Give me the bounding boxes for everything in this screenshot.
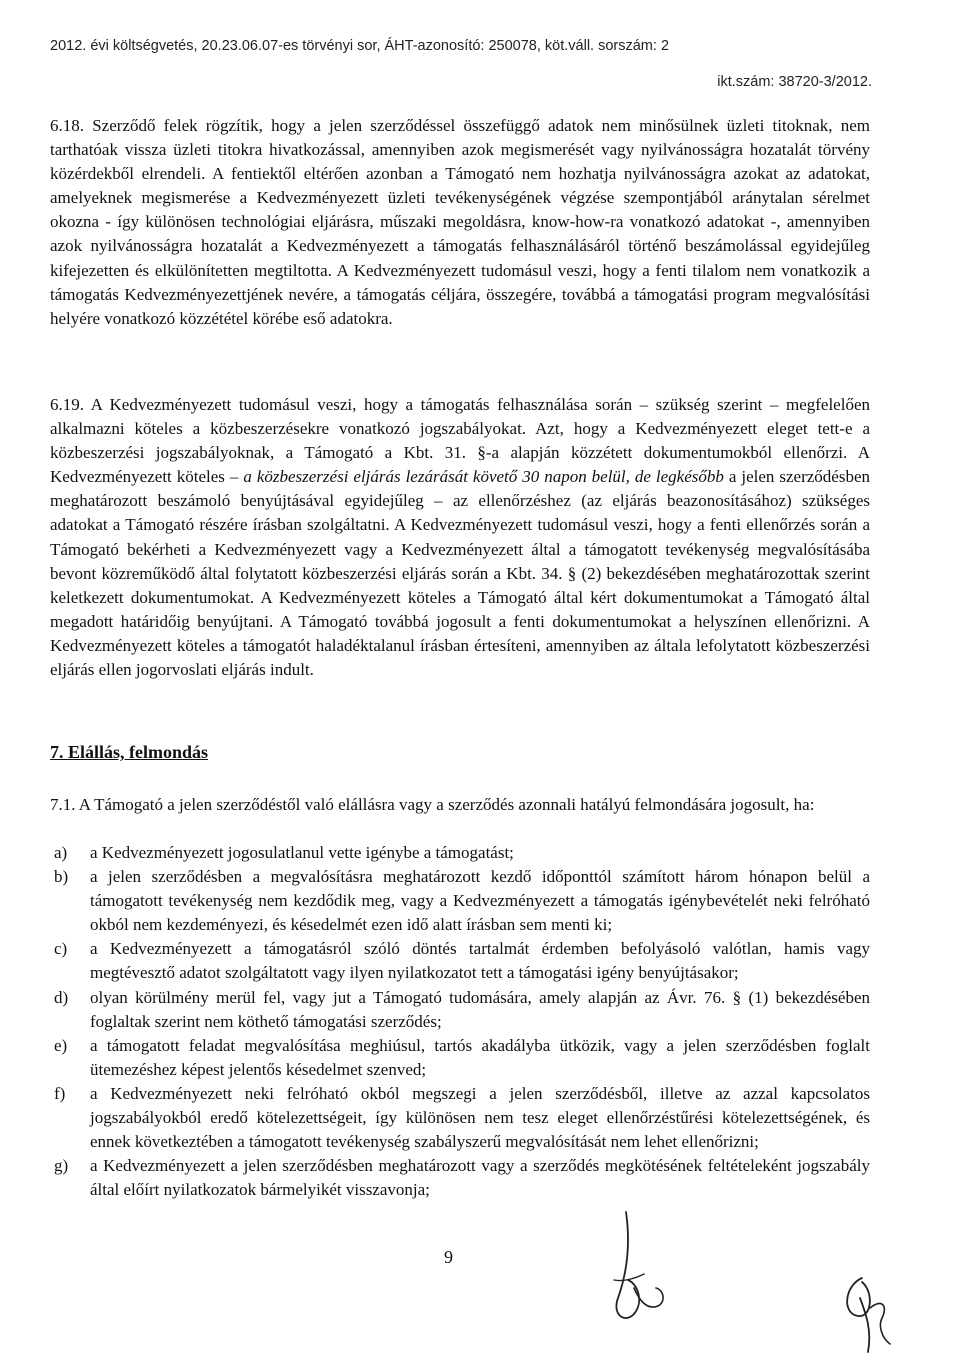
- budget-header-line: 2012. évi költségvetés, 20.23.06.07-es törvényi sor, ÁHT-azonosító: 250078, köt.váll. sorszám: 2: [50, 38, 670, 54]
- termination-conditions-list: [50, 841, 870, 1202]
- list-marker: c): [54, 939, 68, 959]
- paragraph-6-18: 6.18. Szerződő felek rögzítik, hogy a jelen szerződéssel összefüggő adatok nem minősülnek üzleti titoknak, nem tarthatóak vissza üzleti titokra hivatkozással, amennyiben azok megismerését vagy nyilvánosságra hozatalát törvény közérdekből elrendeli. A fentiektől eltérően azonban a Támogató nem hozhatja nyilvánosságra azokat az adatokat, amelyeknek megismerése a Kedvezményezett üzleti tevékenységének végzése szempontjából aránytalan sérelmet okozna - így különösen technológiai eljárásra, műszaki megoldásra, know-how-ra vonatkozó adatokat -, amennyiben azok nyilvánosságra hozatalát a Kedvezményezett a támogatás felhasználásáról történő beszámolással egyidejűleg kifejezetten és elkülönítetten megtiltotta. A Kedvezményezett tudomásul veszi, hogy a fenti tilalom nem vonatkozik a támogatás Kedvezményezettjének nevére, a támogatás céljára, összegére, továbbá a támogatási program megvalósítási helyére vonatkozó közzététel körébe eső adatokra.: [50, 116, 870, 328]
- section-heading-7: 7. Elállás, felmondás: [50, 742, 209, 762]
- list-item-text: olyan körülmény merül fel, vagy jut a Támogató tudomására, amely alapján az Ávr. 76. § (1) bekezdésében foglaltak szerint nem köthető támogatási szerződés;: [90, 987, 870, 1031]
- list-item: [50, 865, 870, 937]
- list-item-text: a Kedvezményezett a támogatásról szóló döntés tartalmát érdemben befolyásoló valótlan, hamis vagy megtévesztő adatot szolgáltatott vagy ilyen nyilatkozatot tett a támogatási igény benyújtásakor;: [90, 939, 870, 983]
- list-item: [50, 1154, 870, 1202]
- paragraph-7-1: 7.1. A Támogató a jelen szerződéstől való elállásra vagy a szerződés azonnali hatályú felmondására jogosult, ha:: [50, 795, 815, 814]
- reference-number: ikt.szám: 38720-3/2012.: [717, 74, 872, 90]
- list-item: [50, 841, 870, 865]
- paragraph-6-19-part2: a jelen szerződésben meghatározott beszámoló benyújtásával egyidejűleg – az ellenőrzéshez (az eljárás beazonosításához) szükséges adatokat a Támogató részére írásban szolgáltatni. A Kedvezményezett tudomásul veszi, hogy a fenti ellenőrzés során a Támogató bekérheti a Kedvezményezett vagy a Kedvezményezett által a támogatott tevékenység megvalósításába bevont közreműködő által folytatott közbeszerzési eljárás során a Kbt. 34. § (2) bekezdésében meghatározottak szerint keletkezett dokumentumokat. A Kedvezményezett köteles a Támogató által kért dokumentumokat a Támogató által megadott határidőig benyújtani. A Támogató továbbá jogosult a fenti dokumentumokat a helyszínen ellenőrizni. A Kedvezményezett köteles a támogatót haladéktalanul írásban értesíteni, amennyiben az általa lefolytatott közbeszerzési eljárás ellen jogorvoslati eljárás indult.: [50, 467, 870, 680]
- list-item-text: a Kedvezményezett neki felróható okból megszegi a jelen szerződésből, illetve az azzal kapcsolatos jogszabályokból eredő kötelezettségeit, így különösen nem tesz eleget ellenőrzéstűrési kötelezettségének, és ennek következtében a támogatott tevékenység szabályszerű megvalósítását nem lehet ellenőrizni;: [90, 1083, 870, 1152]
- list-item: [50, 1082, 870, 1154]
- list-item: [50, 1034, 870, 1082]
- paragraph-6-19-part1: 6.19. A Kedvezményezett tudomásul veszi, hogy a támogatás felhasználása során – szükség szerint – megfelelően alkalmazni köteles a közbeszerzésekre vonatkozó jogszabályokat. Azt, hogy a Kedvezményezett eleget tett-e a közbeszerzési jogszabályoknak, a Támogató a Kbt. 31. §-a alapján közzétett dokumentumokból ellenőrzi. A Kedvezményezett köteles –: [50, 395, 870, 487]
- list-item: [50, 986, 870, 1034]
- list-marker: g): [54, 1156, 69, 1176]
- paragraph-6-19-italic: a közbeszerzési eljárás lezárását követő 30 napon belül, de legkésőbb: [243, 467, 724, 487]
- list-item-text: a jelen szerződésben a megvalósításra meghatározott kezdő időponttól számított három hónapon belül a támogatott tevékenység nem kezdődik meg, vagy a Kedvezményezett a támogatás igénybevételét neki felróható okból nem kezdeményezi, és késedelmét ezen idő alatt írásban sem menti ki;: [90, 867, 870, 935]
- list-item: [50, 937, 870, 985]
- list-marker: e): [54, 1035, 68, 1055]
- page-number: 9: [444, 1247, 453, 1267]
- list-item-text: a Kedvezményezett a jelen szerződésben meghatározott vagy a szerződés megkötésének feltételeként jogszabály által előírt nyilatkozatok bármelyikét visszavonja;: [90, 1156, 870, 1200]
- list-marker: a): [54, 843, 68, 862]
- handwritten-initials: [832, 1268, 902, 1358]
- handwritten-signature: [604, 1210, 694, 1330]
- list-marker: f): [54, 1083, 66, 1103]
- list-item-text: a Kedvezményezett jogosulatlanul vette igénybe a támogatást;: [90, 843, 514, 862]
- list-marker: b): [54, 867, 69, 887]
- list-item-text: a támogatott feladat megvalósítása meghiúsul, tartós akadályba ütközik, vagy a jelen szerződésben foglalt ütemezéshez képest jelentős késedelmet szenved;: [90, 1035, 870, 1079]
- list-marker: d): [54, 987, 69, 1007]
- paragraph-6-19: [50, 393, 870, 682]
